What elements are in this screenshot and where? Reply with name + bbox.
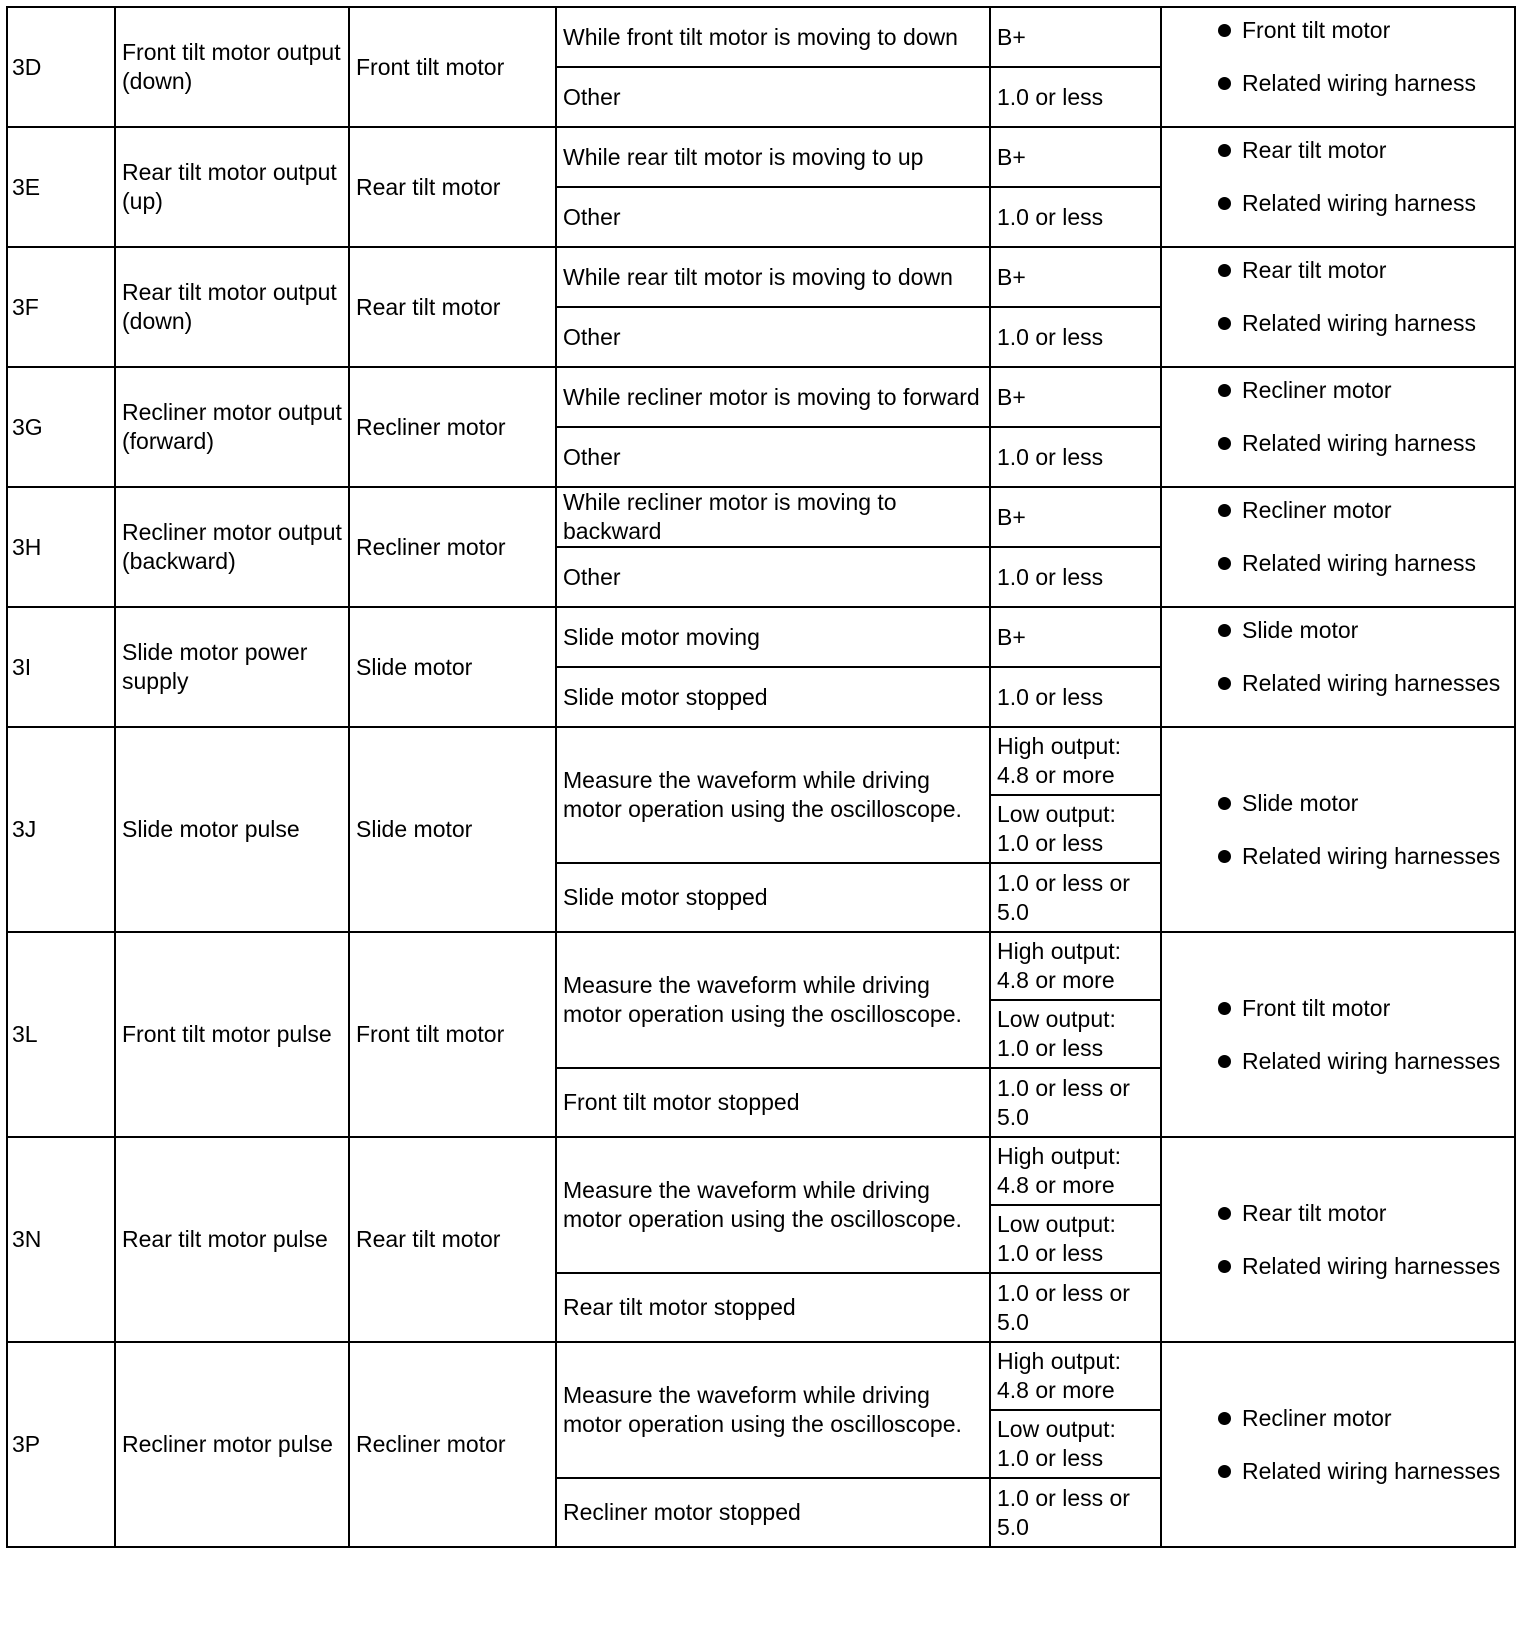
item-cell: Slide motor pulse — [115, 727, 349, 932]
condition-cell: Measure the waveform while driving motor operation using the oscilloscope. — [556, 1137, 990, 1273]
item-cell: Rear tilt motor output (down) — [115, 247, 349, 367]
value-cell: B+ — [990, 367, 1161, 427]
check-items-cell — [1161, 607, 1515, 727]
condition-cell: Recliner motor stopped — [556, 1478, 990, 1547]
check-item: Rear tilt motor — [1180, 1199, 1508, 1228]
condition-cell: Other — [556, 307, 990, 367]
item-cell: Front tilt motor output (down) — [115, 7, 349, 127]
value-cell: 1.0 or less or 5.0 — [990, 1068, 1161, 1137]
check-item: Recliner motor — [1180, 376, 1508, 405]
table-row — [7, 7, 1515, 67]
signal-cell: Rear tilt motor — [349, 247, 556, 367]
value-cell: 1.0 or less — [990, 307, 1161, 367]
check-item: Slide motor — [1180, 616, 1508, 645]
signal-cell: Rear tilt motor — [349, 127, 556, 247]
table-row — [7, 487, 1515, 547]
check-item: Related wiring harness — [1180, 429, 1508, 458]
item-cell: Rear tilt motor output (up) — [115, 127, 349, 247]
value-cell: 1.0 or less — [990, 67, 1161, 127]
item-cell: Slide motor power supply — [115, 607, 349, 727]
terminal-cell: 3H — [7, 487, 115, 607]
value-cell: B+ — [990, 127, 1161, 187]
condition-cell: While front tilt motor is moving to down — [556, 7, 990, 67]
check-item: Related wiring harnesses — [1180, 1252, 1508, 1281]
check-item: Slide motor — [1180, 789, 1508, 818]
value-cell: B+ — [990, 7, 1161, 67]
check-item: Related wiring harnesses — [1180, 842, 1508, 871]
condition-cell: While rear tilt motor is moving to down — [556, 247, 990, 307]
condition-cell: Measure the waveform while driving motor operation using the oscilloscope. — [556, 1342, 990, 1478]
value-cell: High output: 4.8 or more — [990, 1342, 1161, 1410]
condition-cell: Front tilt motor stopped — [556, 1068, 990, 1137]
item-cell: Recliner motor output (backward) — [115, 487, 349, 607]
value-cell: Low output: 1.0 or less — [990, 795, 1161, 863]
item-cell: Recliner motor output (forward) — [115, 367, 349, 487]
condition-cell: Other — [556, 547, 990, 607]
check-item: Related wiring harness — [1180, 189, 1508, 218]
condition-cell: Slide motor stopped — [556, 667, 990, 727]
signal-cell: Recliner motor — [349, 487, 556, 607]
terminal-cell: 3P — [7, 1342, 115, 1547]
check-items-cell — [1161, 7, 1515, 127]
signal-cell: Slide motor — [349, 727, 556, 932]
table-row — [7, 247, 1515, 307]
condition-cell: Other — [556, 187, 990, 247]
check-item: Recliner motor — [1180, 1404, 1508, 1433]
item-cell: Rear tilt motor pulse — [115, 1137, 349, 1342]
table-row — [7, 367, 1515, 427]
terminal-cell: 3J — [7, 727, 115, 932]
value-cell: 1.0 or less or 5.0 — [990, 1273, 1161, 1342]
value-cell: 1.0 or less or 5.0 — [990, 863, 1161, 932]
value-cell: Low output: 1.0 or less — [990, 1205, 1161, 1273]
signal-cell: Slide motor — [349, 607, 556, 727]
condition-cell: Measure the waveform while driving motor operation using the oscilloscope. — [556, 932, 990, 1068]
check-items-cell — [1161, 727, 1515, 932]
signal-cell: Recliner motor — [349, 1342, 556, 1547]
table-row — [7, 1137, 1515, 1205]
value-cell: 1.0 or less — [990, 427, 1161, 487]
check-item: Rear tilt motor — [1180, 256, 1508, 285]
check-item: Front tilt motor — [1180, 16, 1508, 45]
value-cell: High output: 4.8 or more — [990, 932, 1161, 1000]
check-items-cell — [1161, 367, 1515, 487]
check-item: Rear tilt motor — [1180, 136, 1508, 165]
terminal-cell: 3E — [7, 127, 115, 247]
table-row — [7, 727, 1515, 795]
value-cell: Low output: 1.0 or less — [990, 1410, 1161, 1478]
item-cell: Front tilt motor pulse — [115, 932, 349, 1137]
value-cell: High output: 4.8 or more — [990, 1137, 1161, 1205]
value-cell: 1.0 or less or 5.0 — [990, 1478, 1161, 1547]
signal-cell: Front tilt motor — [349, 7, 556, 127]
signal-cell: Recliner motor — [349, 367, 556, 487]
condition-cell: Rear tilt motor stopped — [556, 1273, 990, 1342]
table-row — [7, 127, 1515, 187]
condition-cell: Other — [556, 67, 990, 127]
check-items-cell — [1161, 127, 1515, 247]
check-item: Related wiring harness — [1180, 309, 1508, 338]
check-item: Related wiring harnesses — [1180, 1457, 1508, 1486]
value-cell: 1.0 or less — [990, 187, 1161, 247]
value-cell: B+ — [990, 607, 1161, 667]
terminal-cell: 3F — [7, 247, 115, 367]
condition-cell: Slide motor stopped — [556, 863, 990, 932]
value-cell: 1.0 or less — [990, 547, 1161, 607]
check-items-cell — [1161, 247, 1515, 367]
value-cell: B+ — [990, 487, 1161, 547]
check-items-cell — [1161, 487, 1515, 607]
table-row — [7, 932, 1515, 1000]
value-cell: 1.0 or less — [990, 667, 1161, 727]
value-cell: Low output: 1.0 or less — [990, 1000, 1161, 1068]
condition-cell: Measure the waveform while driving motor operation using the oscilloscope. — [556, 727, 990, 863]
signal-cell: Rear tilt motor — [349, 1137, 556, 1342]
condition-cell: Other — [556, 427, 990, 487]
value-cell: B+ — [990, 247, 1161, 307]
table-row — [7, 1342, 1515, 1410]
terminal-cell: 3N — [7, 1137, 115, 1342]
check-item: Related wiring harness — [1180, 549, 1508, 578]
table-row — [7, 607, 1515, 667]
condition-cell: While recliner motor is moving to backward — [556, 487, 990, 547]
value-cell: High output: 4.8 or more — [990, 727, 1161, 795]
condition-cell: While recliner motor is moving to forward — [556, 367, 990, 427]
check-items-cell — [1161, 1137, 1515, 1342]
terminal-cell: 3I — [7, 607, 115, 727]
item-cell: Recliner motor pulse — [115, 1342, 349, 1547]
check-items-cell — [1161, 1342, 1515, 1547]
terminal-spec-table — [6, 6, 1516, 1548]
check-item: Related wiring harness — [1180, 69, 1508, 98]
terminal-cell: 3L — [7, 932, 115, 1137]
condition-cell: While rear tilt motor is moving to up — [556, 127, 990, 187]
check-items-cell — [1161, 932, 1515, 1137]
check-item: Recliner motor — [1180, 496, 1508, 525]
check-item: Related wiring harnesses — [1180, 669, 1508, 698]
check-item: Front tilt motor — [1180, 994, 1508, 1023]
terminal-cell: 3D — [7, 7, 115, 127]
check-item: Related wiring harnesses — [1180, 1047, 1508, 1076]
terminal-cell: 3G — [7, 367, 115, 487]
condition-cell: Slide motor moving — [556, 607, 990, 667]
signal-cell: Front tilt motor — [349, 932, 556, 1137]
